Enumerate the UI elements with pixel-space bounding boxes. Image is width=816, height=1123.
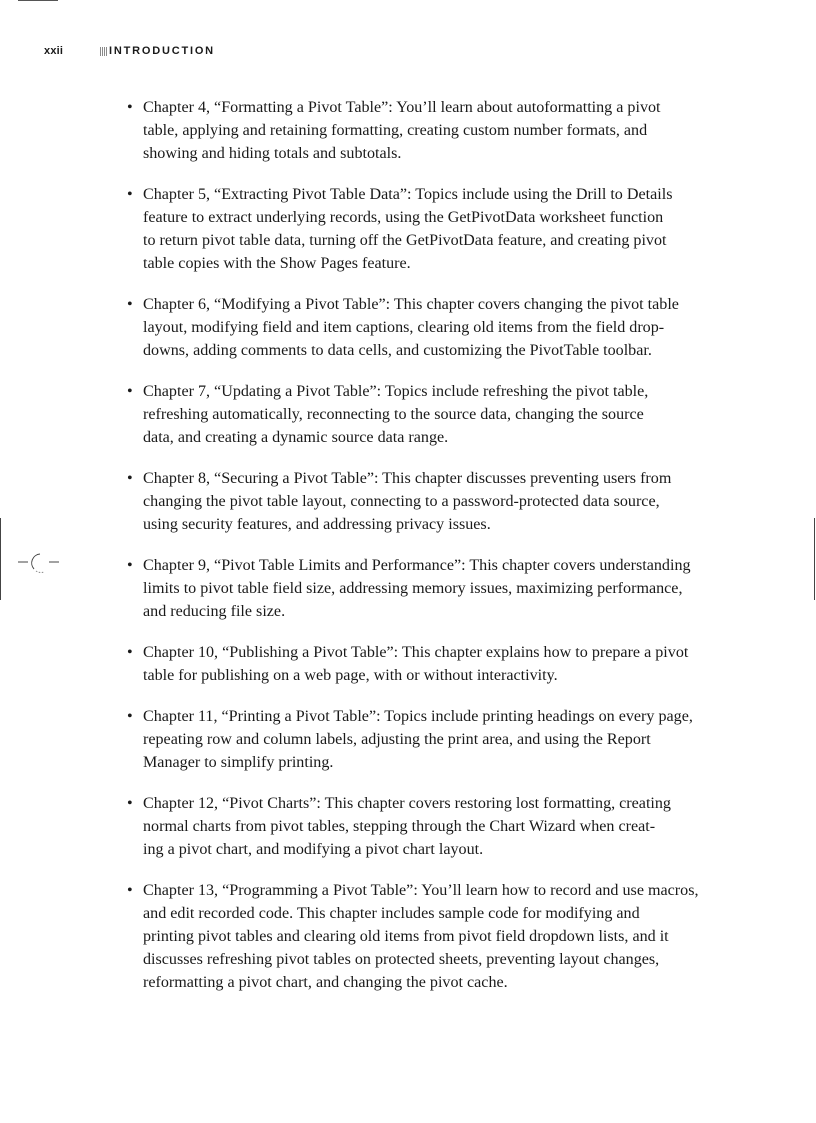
bullet-line: using security features, and addressing privacy issues. [143, 516, 491, 533]
bullet-line: downs, adding comments to data cells, and customizing the PivotTable toolbar. [143, 342, 652, 359]
section-title: INTRODUCTION [109, 45, 215, 57]
list-item [126, 183, 722, 275]
bullet-line: to return pivot table data, turning off the GetPivotData feature, and creating pivot [143, 232, 667, 249]
bullet-line: feature to extract underlying records, using the GetPivotData worksheet function [143, 209, 664, 226]
page-number: xxii [44, 45, 64, 57]
bullet-line: printing pivot tables and clearing old items from pivot field dropdown lists, and it [143, 928, 669, 945]
bullet-icon: • [127, 186, 133, 203]
chapter-summary-list [126, 96, 722, 1012]
bullet-line: Chapter 12, “Pivot Charts”: This chapter covers restoring lost formatting, creating [143, 795, 671, 812]
bullet-line: and reducing file size. [143, 603, 286, 620]
list-item [126, 96, 722, 165]
bullet-line: reformatting a pivot chart, and changing the pivot cache. [143, 974, 508, 991]
top-crop-rule [18, 0, 58, 1]
list-item [126, 641, 722, 687]
bullet-line: Chapter 4, “Formatting a Pivot Table”: You’ll learn about autoformatting a pivot [143, 99, 661, 116]
list-item [126, 792, 722, 861]
bullet-line: table for publishing on a web page, with or without interactivity. [143, 667, 558, 684]
bullet-line: showing and hiding totals and subtotals. [143, 145, 402, 162]
bullet-icon: • [127, 708, 133, 725]
bullet-icon: • [127, 882, 133, 899]
bullet-line: Chapter 11, “Printing a Pivot Table”: Topics include printing headings on every page, [143, 708, 693, 725]
bullet-icon: • [127, 99, 133, 116]
bullet-icon: • [127, 557, 133, 574]
bullet-icon: • [127, 795, 133, 812]
bullet-line: layout, modifying field and item captions, clearing old items from the field drop- [143, 319, 665, 336]
list-item [126, 293, 722, 362]
bullet-line: and edit recorded code. This chapter includes sample code for modifying and [143, 905, 640, 922]
bullet-icon: • [127, 296, 133, 313]
bullet-line: Chapter 13, “Programming a Pivot Table”: You’ll learn how to record and use macros, [143, 882, 699, 899]
hatch-mark-icon [100, 47, 107, 56]
list-item [126, 879, 722, 994]
bullet-line: Chapter 5, “Extracting Pivot Table Data”: Topics include using the Drill to Details [143, 186, 673, 203]
bullet-line: Chapter 10, “Publishing a Pivot Table”: This chapter explains how to prepare a pivot [143, 644, 689, 661]
list-item [126, 380, 722, 449]
list-item [126, 705, 722, 774]
bullet-line: changing the pivot table layout, connecting to a password-protected data source, [143, 493, 660, 510]
bullet-line: Chapter 7, “Updating a Pivot Table”: Topics include refreshing the pivot table, [143, 383, 649, 400]
list-item [126, 554, 722, 623]
bullet-line: Chapter 6, “Modifying a Pivot Table”: This chapter covers changing the pivot table [143, 296, 679, 313]
bullet-line: Manager to simplify printing. [143, 754, 334, 771]
bullet-line: table, applying and retaining formatting, creating custom number formats, and [143, 122, 648, 139]
bullet-line: refreshing automatically, reconnecting to the source data, changing the source [143, 406, 644, 423]
bullet-line: Chapter 9, “Pivot Table Limits and Performance”: This chapter covers understanding [143, 557, 691, 574]
bullet-line: repeating row and column labels, adjusting the print area, and using the Report [143, 731, 651, 748]
bullet-icon: • [127, 470, 133, 487]
bullet-line: Chapter 8, “Securing a Pivot Table”: This chapter discusses preventing users from [143, 470, 672, 487]
right-crop-mark [814, 518, 815, 600]
bullet-line: ing a pivot chart, and modifying a pivot chart layout. [143, 841, 484, 858]
bullet-icon: • [127, 383, 133, 400]
bullet-line: discusses refreshing pivot tables on protected sheets, preventing layout changes, [143, 951, 660, 968]
bullet-icon: • [127, 644, 133, 661]
bullet-line: table copies with the Show Pages feature. [143, 255, 411, 272]
bullet-line: data, and creating a dynamic source data range. [143, 429, 449, 446]
bullet-line: limits to pivot table field size, addressing memory issues, maximizing performance, [143, 580, 683, 597]
bullet-line: normal charts from pivot tables, stepping through the Chart Wizard when creat- [143, 818, 656, 835]
running-head [44, 44, 215, 58]
list-item [126, 467, 722, 536]
left-crop-mark [0, 518, 1, 600]
registration-mark-icon [18, 550, 62, 576]
